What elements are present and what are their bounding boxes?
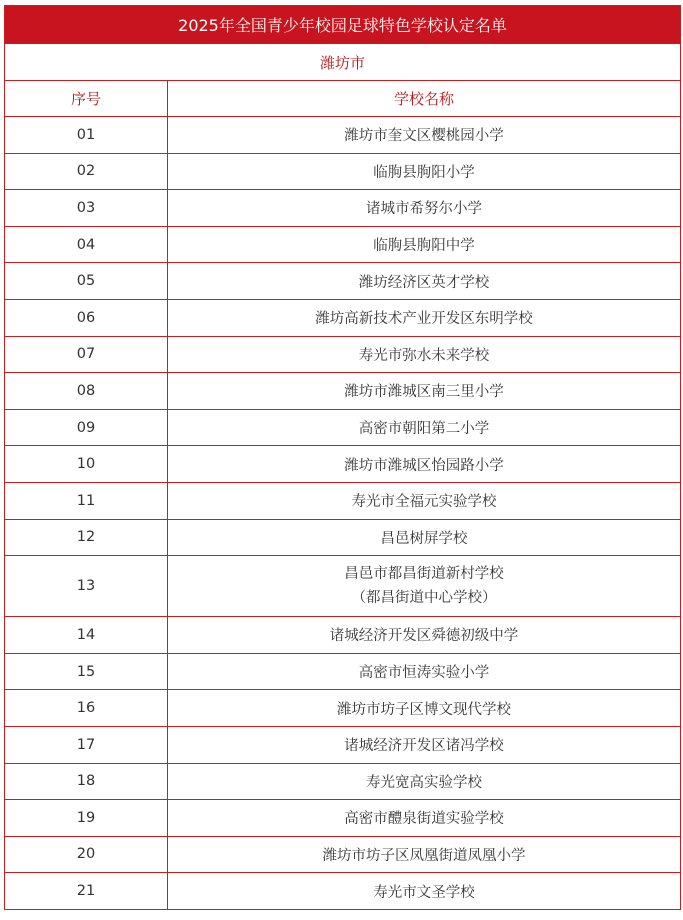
row-index: 17 xyxy=(5,726,168,763)
school-name: 寿光宽高实验学校 xyxy=(366,774,482,791)
school-name: 潍坊市潍城区南三里小学 xyxy=(344,384,504,401)
table-body xyxy=(5,117,681,910)
row-index: 08 xyxy=(5,373,168,410)
table-row xyxy=(5,117,681,154)
school-name-cell xyxy=(168,617,681,654)
school-name-cell xyxy=(168,873,681,910)
school-name-cell xyxy=(168,336,681,373)
table-row xyxy=(5,873,681,910)
row-index: 21 xyxy=(5,873,168,910)
school-name-cell xyxy=(168,800,681,837)
row-index: 05 xyxy=(5,263,168,300)
school-name-cell xyxy=(168,263,681,300)
row-index: 07 xyxy=(5,336,168,373)
table-row xyxy=(5,409,681,446)
school-name-cell xyxy=(168,690,681,727)
row-index: 16 xyxy=(5,690,168,727)
row-index: 19 xyxy=(5,800,168,837)
row-index: 03 xyxy=(5,190,168,227)
school-name: 寿光市弥水未来学校 xyxy=(358,347,490,364)
school-name: 诸城市希努尔小学 xyxy=(366,201,482,218)
column-header-name: 学校名称 xyxy=(168,81,681,117)
row-index: 18 xyxy=(5,763,168,800)
school-name-cell xyxy=(168,446,681,483)
table-row xyxy=(5,800,681,837)
school-name-cell xyxy=(168,556,681,617)
school-name: 高密市恒涛实验小学 xyxy=(358,665,490,682)
row-index: 15 xyxy=(5,653,168,690)
table-row xyxy=(5,263,681,300)
school-name: 诸城经济开发区诸冯学校 xyxy=(344,738,504,755)
school-name-cell xyxy=(168,226,681,263)
row-index: 02 xyxy=(5,153,168,190)
row-index: 04 xyxy=(5,226,168,263)
school-name: （都昌街道中心学校） xyxy=(351,590,497,607)
school-name: 潍坊市奎文区樱桃园小学 xyxy=(344,128,504,145)
table-row xyxy=(5,653,681,690)
school-name: 高密市朝阳第二小学 xyxy=(358,421,490,438)
table-row xyxy=(5,519,681,556)
school-name: 潍坊经济区英才学校 xyxy=(358,274,490,291)
row-index: 06 xyxy=(5,299,168,336)
school-name-cell xyxy=(168,763,681,800)
table-row xyxy=(5,556,681,617)
school-name: 潍坊市潍城区怡园路小学 xyxy=(344,457,504,474)
row-index: 11 xyxy=(5,482,168,519)
school-name-cell xyxy=(168,153,681,190)
school-name: 潍坊市坊子区博文现代学校 xyxy=(337,701,511,718)
column-header-row xyxy=(5,81,681,117)
row-index: 13 xyxy=(5,556,168,617)
school-name: 高密市醴泉街道实验学校 xyxy=(344,811,504,828)
school-name-cell xyxy=(168,653,681,690)
row-index: 14 xyxy=(5,617,168,654)
row-index: 10 xyxy=(5,446,168,483)
table-row xyxy=(5,226,681,263)
table-row xyxy=(5,690,681,727)
school-name: 寿光市文圣学校 xyxy=(373,884,475,901)
table-row xyxy=(5,299,681,336)
city-row xyxy=(5,44,681,81)
school-name-cell xyxy=(168,409,681,446)
school-name: 诸城经济开发区舜德初级中学 xyxy=(329,628,519,645)
table-row xyxy=(5,153,681,190)
school-list-table xyxy=(4,5,681,910)
school-name: 潍坊市坊子区凤凰街道凤凰小学 xyxy=(322,847,526,864)
school-name-cell xyxy=(168,836,681,873)
table-row xyxy=(5,726,681,763)
school-name: 昌邑树屏学校 xyxy=(380,530,468,547)
school-name-cell xyxy=(168,117,681,154)
school-name: 昌邑市都昌街道新村学校 xyxy=(344,566,504,583)
school-name-cell xyxy=(168,519,681,556)
row-index: 01 xyxy=(5,117,168,154)
school-name-cell xyxy=(168,190,681,227)
school-name-cell xyxy=(168,726,681,763)
table-row xyxy=(5,190,681,227)
row-index: 20 xyxy=(5,836,168,873)
column-header-index: 序号 xyxy=(5,81,168,117)
table-row xyxy=(5,373,681,410)
school-name: 临朐县朐阳小学 xyxy=(373,164,475,181)
school-name: 寿光市全福元实验学校 xyxy=(351,494,497,511)
table-row xyxy=(5,446,681,483)
row-index: 09 xyxy=(5,409,168,446)
school-name: 潍坊高新技术产业开发区东明学校 xyxy=(315,311,533,328)
school-name: 临朐县朐阳中学 xyxy=(373,238,475,255)
table-row xyxy=(5,617,681,654)
table-row xyxy=(5,763,681,800)
table-row xyxy=(5,482,681,519)
school-name-cell xyxy=(168,373,681,410)
row-index: 12 xyxy=(5,519,168,556)
school-name-cell xyxy=(168,482,681,519)
table-row xyxy=(5,336,681,373)
city-label: 潍坊市 xyxy=(5,44,681,81)
title-row xyxy=(5,6,681,44)
school-name-cell xyxy=(168,299,681,336)
table-title: 2025年全国青少年校园足球特色学校认定名单 xyxy=(5,6,681,44)
table-row xyxy=(5,836,681,873)
